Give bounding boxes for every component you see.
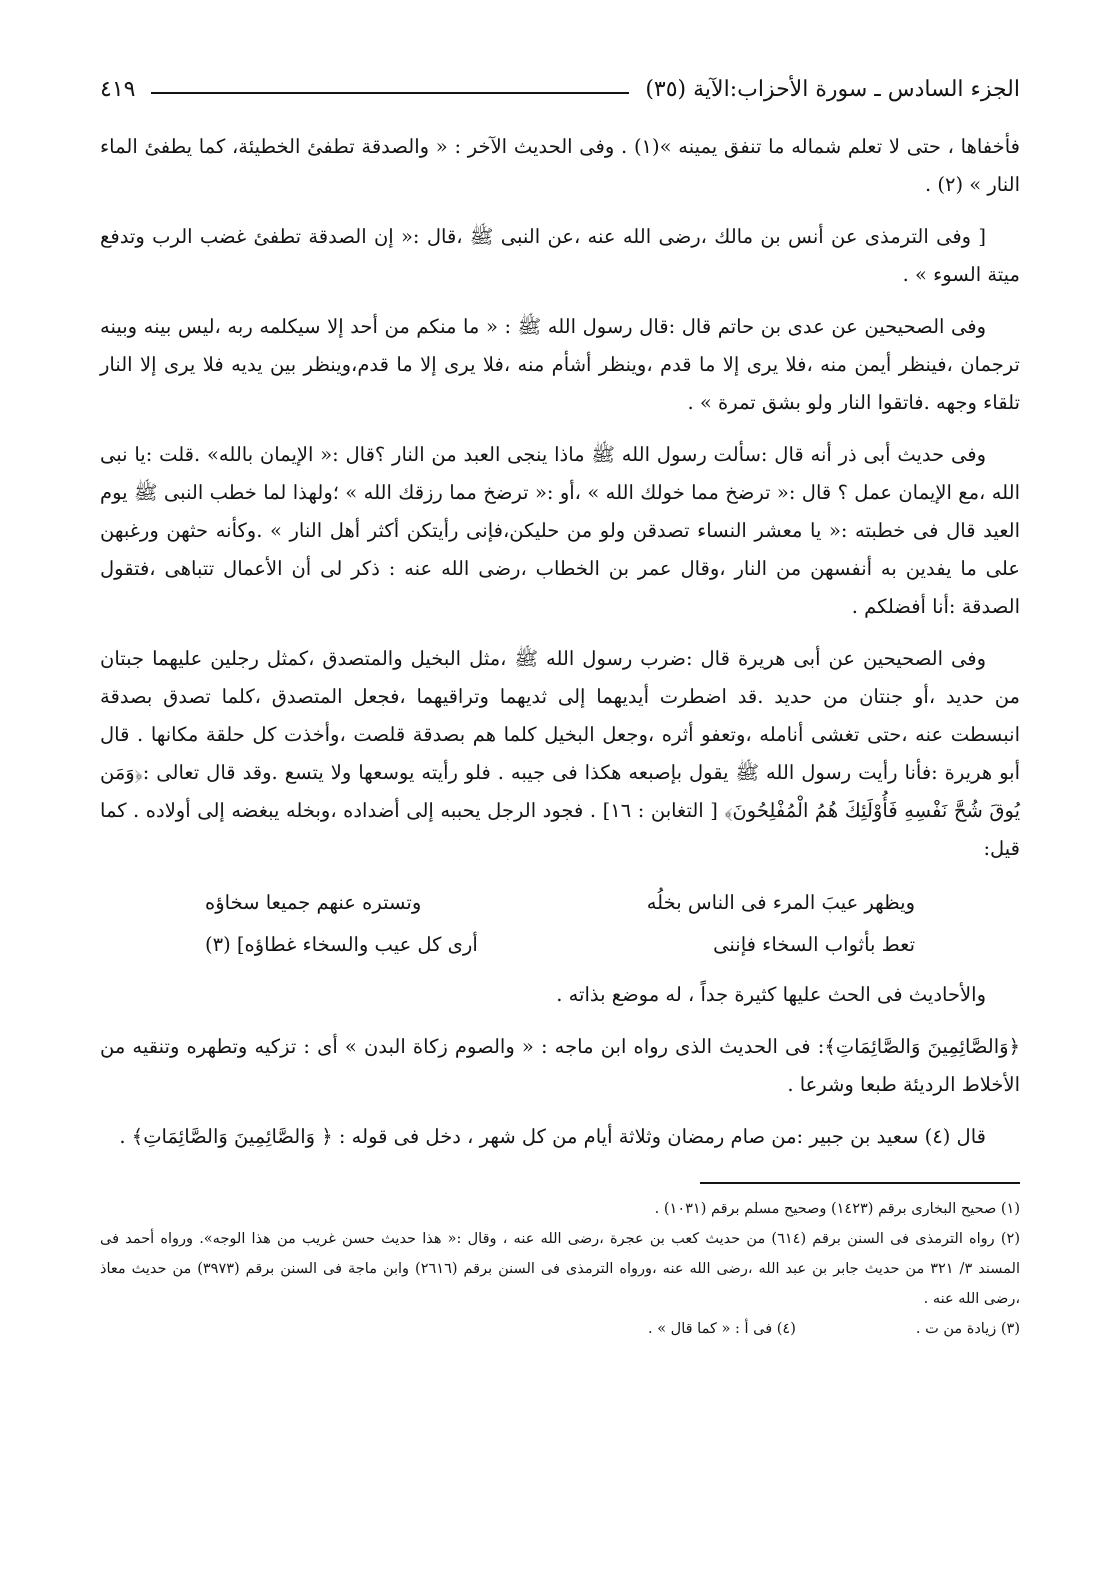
footnote-rule	[700, 1182, 1020, 1184]
paragraph-4: وفى حديث أبى ذر أنه قال :سألت رسول الله ﷺ ماذا ينجى العبد من النار ؟قال :« الإيمان بالله» .قلت :يا نبى الله ،مع الإيمان عمل ؟ قال :« ترضخ مما خولك الله » ،أو :« ترضخ مما رزقك الله » ؛ولهذا لما خطب النبى ﷺ يوم العيد قال فى خطبته :« يا معشر النساء تصدقن ولو من حليكن،فإنى رأيتكن أكثر أهل النار » .وكأنه حثهن ورغبهن على ما يفدين به أنفسهن من النار ،وقال عمر بن الخطاب ،رضى الله عنه : ذكر لى أن الأعمال تتباهى ،فتقول الصدقة :أنا أفضلكم .	[100, 443, 1020, 618]
verse-second-hemistich: أرى كل عيب والسخاء غطاؤه] (٣)	[205, 933, 478, 956]
verse-first-hemistich: ويظهر عيبَ المرء فى الناس بخلُه	[646, 891, 915, 914]
body-text	[100, 128, 1020, 1156]
verse-second-hemistich: وتستره عنهم جميعا سخاؤه	[205, 891, 422, 914]
footnotes	[100, 1182, 1020, 1344]
footnote-row	[100, 1314, 1020, 1344]
paragraph-5: وفى الصحيحين عن أبى هريرة قال :ضرب رسول الله ﷺ ،مثل البخيل والمتصدق ،كمثل رجلين عليهما جبتان من حديد ،أو جنتان من حديد .قد اضطرت أيديهما إلى ثديهما وتراقيهما ،فجعل المتصدق ،كلما تصدق بصدقة انبسطت عنه ،حتى تغشى أنامله ،وتعفو أثره ،وجعل البخيل كلما هم بصدقة قلصت ،وأخذت كل حلقة مكانها . قال أبو هريرة :فأنا رأيت رسول الله ﷺ يقول بإصبعه هكذا فى جيبه . فلو رأيته يوسعها ولا يتسع .وقد قال تعالى :﴿وَمَن يُوقَ شُحَّ نَفْسِهِ فَأُوْلَئِكَ هُمُ الْمُفْلِحُونَ﴾ [ التغابن : ١٦] . فجود الرجل يحببه إلى أضداده ،وبخله يبغضه إلى أولاده . كما قيل:	[100, 647, 1020, 860]
footnote-4: (٤) فى أ : « كما قال » .	[647, 1321, 796, 1337]
paragraph-7: ﴿وَالصَّائِمِينَ وَالصَّائِمَاتِ﴾: فى الحديث الذى رواه ابن ماجه : « والصوم زكاة البدن » أى : تزكيه وتطهره وتنقيه من الأخلاط الرديئة طبعا وشرعا .	[100, 1035, 1020, 1096]
verse-line	[100, 882, 1020, 924]
book-page	[100, 68, 1020, 1344]
verse-line	[100, 924, 1020, 966]
footnote-2: (٢) رواه الترمذى فى السنن برقم (٦١٤) من حديث كعب بن عجرة ،رضى الله عنه ، وقال :« هذا حديث حسن غريب من هذا الوجه». ورواه أحمد فى المسند ٣/ ٣٢١ من حديث جابر بن عبد الله ،رضى الله عنه ،ورواه الترمذى فى السنن برقم (٢٦١٦) وابن ماجة فى السنن برقم (٣٩٧٣) من حديث معاذ ،رضى الله عنه .	[100, 1231, 1020, 1307]
paragraph-3: وفى الصحيحين عن عدى بن حاتم قال :قال رسول الله ﷺ : « ما منكم من أحد إلا سيكلمه ربه ،ليس بينه وبينه ترجمان ،فينظر أيمن منه ،فلا يرى إلا ما قدم ،وينظر أشأم منه ،فلا يرى إلا ما قدم،وينظر بين يديه فلا يرى إلا النار تلقاء وجهه .فاتقوا النار ولو بشق تمرة » .	[100, 315, 1020, 414]
page-header	[100, 68, 1020, 110]
page-number: ٤١٩	[100, 76, 136, 102]
verse-first-hemistich: تعط بأثواب السخاء فإننى	[713, 933, 915, 956]
footnote-3: (٣) زيادة من ت .	[915, 1321, 1020, 1337]
header-rule	[151, 92, 629, 94]
running-title: الجزء السادس ـ سورة الأحزاب:الآية (٣٥)	[645, 76, 1020, 102]
footnote-1: (١) صحيح البخارى برقم (١٤٢٣) وصحيح مسلم برقم (١٠٣١) .	[654, 1201, 1020, 1217]
paragraph-8: قال (٤) سعيد بن جبير :من صام رمضان وثلاثة أيام من كل شهر ، دخل فى قوله : ﴿ وَالصَّائِمِينَ وَالصَّائِمَاتِ﴾ .	[119, 1125, 986, 1148]
paragraph-1: فأخفاها ، حتى لا تعلم شماله ما تنفق يمينه »(١) . وفى الحديث الآخر : « والصدقة تطفئ الخطيئة، كما يطفئ الماء النار » (٢) .	[100, 135, 1020, 196]
poem-verses	[100, 882, 1020, 966]
paragraph-2: [ وفى الترمذى عن أنس بن مالك ،رضى الله عنه ،عن النبى ﷺ ،قال :« إن الصدقة تطفئ غضب الرب وتدفع ميتة السوء » .	[100, 225, 1020, 286]
paragraph-6: والأحاديث فى الحث عليها كثيرة جداً ، له موضع بذاته .	[556, 983, 986, 1006]
